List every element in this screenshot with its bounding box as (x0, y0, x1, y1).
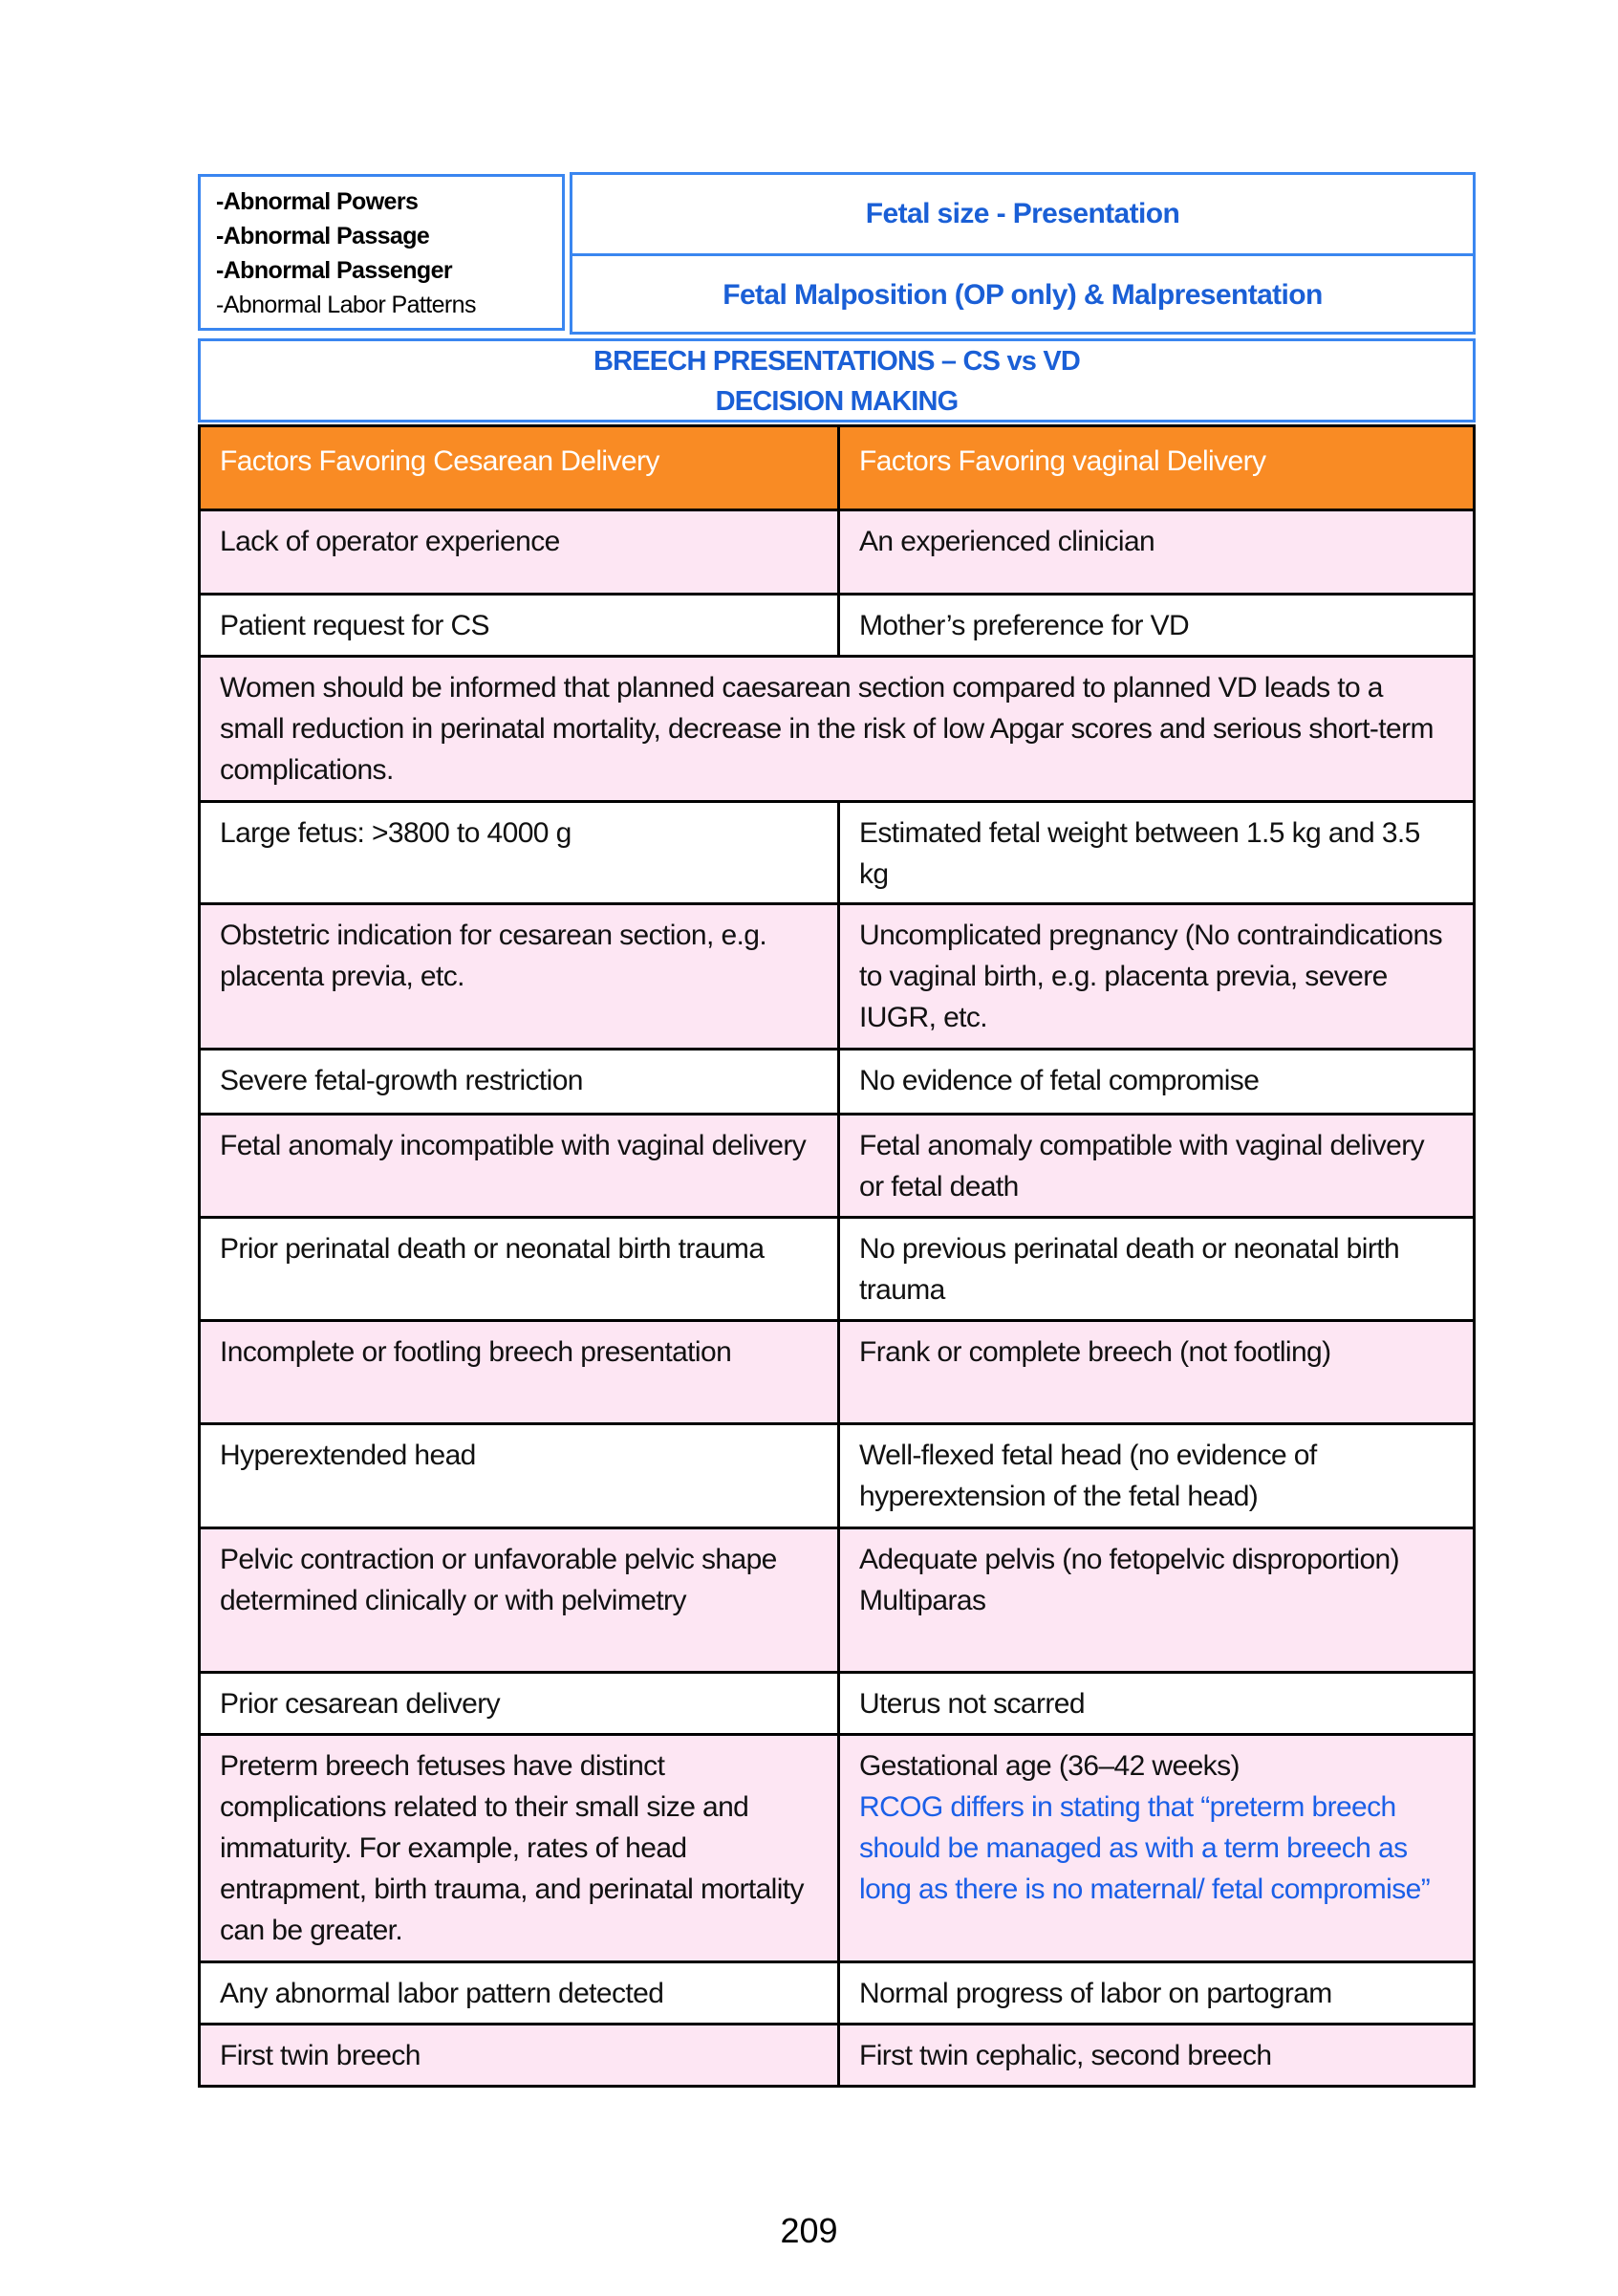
cs-cell: Prior cesarean delivery (200, 1673, 839, 1735)
topic-title: Fetal size - Presentation (865, 198, 1180, 229)
table-row (200, 1962, 1475, 2025)
topic-header (198, 174, 1476, 336)
vd-cell (839, 1735, 1475, 1962)
rcog-note: RCOG differs in stating that “preterm breech should be managed as with a term breech as long as there is no maternal/ fetal compromise” (859, 1791, 1431, 1905)
vd-text: Gestational age (36–42 weeks) (859, 1750, 1240, 1782)
cs-cell: Severe fetal-growth restriction (200, 1050, 839, 1115)
cs-cell: Pelvic contraction or unfavorable pelvic shape determined clinically or with pelvimetry (200, 1528, 839, 1673)
vd-cell: Estimated fetal weight between 1.5 kg and 3.5 kg (839, 802, 1475, 904)
vd-cell: Frank or complete breech (not footling) (839, 1321, 1475, 1424)
category-item: -Abnormal Passage (216, 223, 430, 249)
page-number: 209 (780, 2211, 838, 2250)
table-row (200, 1115, 1475, 1218)
cs-cell: Obstetric indication for cesarean section, e.g. placenta previa, etc. (200, 904, 839, 1050)
table-row (200, 904, 1475, 1050)
subtopic-title: Fetal Malposition (OP only) & Malpresentation (572, 253, 1473, 335)
title-line-1: BREECH PRESENTATIONS – CS vs VD (593, 346, 1081, 377)
table-row (200, 1321, 1475, 1424)
category-list (198, 174, 565, 331)
cs-cell: Incomplete or footling breech presentation (200, 1321, 839, 1424)
table-row (200, 1218, 1475, 1321)
cs-cell: Fetal anomaly incompatible with vaginal delivery (200, 1115, 839, 1218)
table-row (200, 2025, 1475, 2087)
vd-cell: Uncomplicated pregnancy (No contraindications to vaginal birth, e.g. placenta previa, severe IUGR, etc. (839, 904, 1475, 1050)
category-item: -Abnormal Passenger (216, 257, 453, 284)
vd-cell: Fetal anomaly compatible with vaginal delivery or fetal death (839, 1115, 1475, 1218)
column-header-vd: Factors Favoring vaginal Delivery (839, 426, 1475, 510)
table-row (200, 1424, 1475, 1528)
table-row (200, 802, 1475, 904)
page-title (198, 338, 1476, 422)
column-header-cs: Factors Favoring Cesarean Delivery (200, 426, 839, 510)
table-row (200, 595, 1475, 657)
vd-cell: Uterus not scarred (839, 1673, 1475, 1735)
table-row (200, 1528, 1475, 1673)
cs-cell: Preterm breech fetuses have distinct complications related to their small size and immaturity. For example, rates of head entrapment, birth trauma, and perinatal mortality can be greater. (200, 1735, 839, 1962)
vd-cell: No previous perinatal death or neonatal birth trauma (839, 1218, 1475, 1321)
cs-cell: Any abnormal labor pattern detected (200, 1962, 839, 2025)
category-item: -Abnormal Labor Patterns (216, 292, 476, 318)
cs-cell: Prior perinatal death or neonatal birth trauma (200, 1218, 839, 1321)
table-row (200, 1050, 1475, 1115)
cs-cell: Patient request for CS (200, 595, 839, 657)
vd-cell: Well-flexed fetal head (no evidence of hyperextension of the fetal head) (839, 1424, 1475, 1528)
comparison-table (198, 424, 1476, 2088)
cs-cell: Large fetus: >3800 to 4000 g (200, 802, 839, 904)
topic-box (570, 172, 1476, 335)
table-row (200, 1735, 1475, 1962)
table-row (200, 657, 1475, 802)
span-cell: Women should be informed that planned caesarean section compared to planned VD leads to a small reduction in perinatal mortality, decrease in the risk of low Apgar scores and serious short-term complications. (200, 657, 1475, 802)
vd-cell: Normal progress of labor on partogram (839, 1962, 1475, 2025)
title-line-2: DECISION MAKING (715, 386, 959, 417)
cs-cell: Hyperextended head (200, 1424, 839, 1528)
category-item: -Abnormal Powers (216, 188, 419, 215)
vd-cell: An experienced clinician (839, 510, 1475, 595)
cs-cell: First twin breech (200, 2025, 839, 2087)
table-row (200, 510, 1475, 595)
vd-cell: First twin cephalic, second breech (839, 2025, 1475, 2087)
cs-cell: Lack of operator experience (200, 510, 839, 595)
vd-cell: No evidence of fetal compromise (839, 1050, 1475, 1115)
vd-cell: Adequate pelvis (no fetopelvic disproportion) Multiparas (839, 1528, 1475, 1673)
vd-cell: Mother’s preference for VD (839, 595, 1475, 657)
table-row (200, 1673, 1475, 1735)
table-header-row (200, 426, 1475, 510)
